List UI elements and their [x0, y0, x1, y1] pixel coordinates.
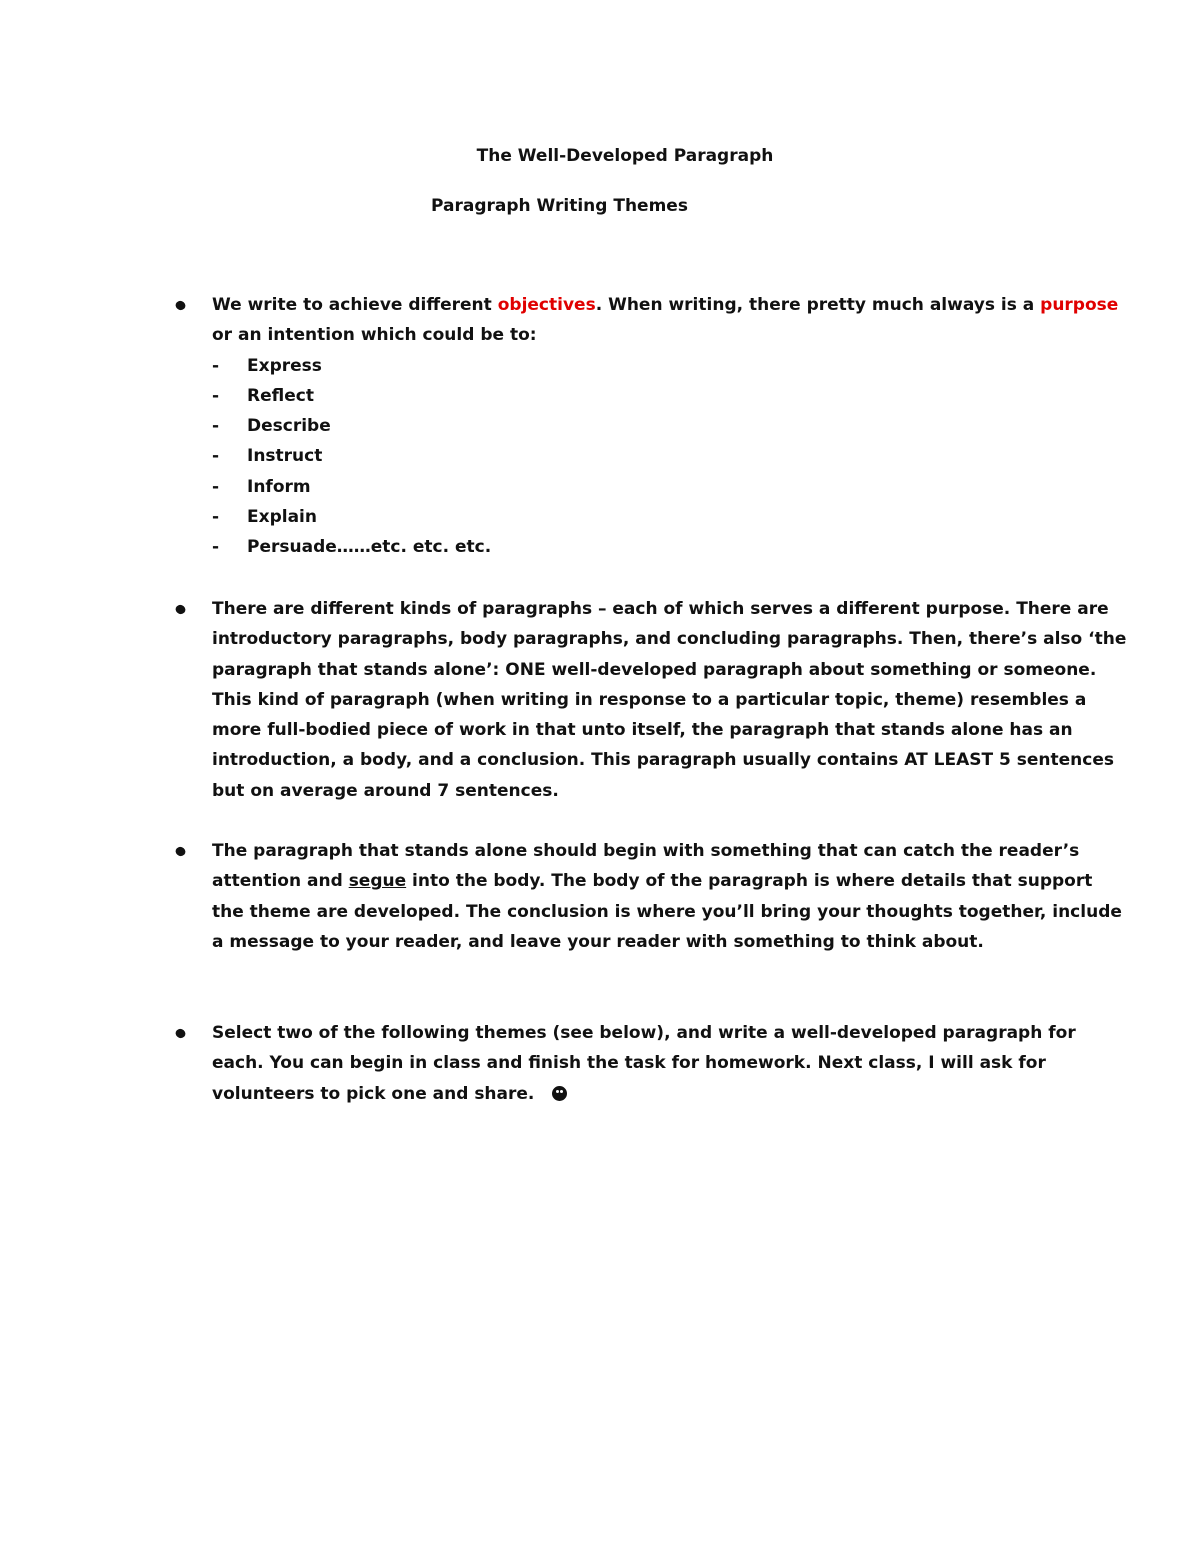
bullet-line	[212, 290, 1119, 320]
bullet-line: each. You can begin in class and finish the task for homework. Next class, I will ask for	[212, 1053, 1046, 1074]
bullet-text: We write to achieve different	[212, 295, 498, 315]
dash-marker: -	[212, 355, 220, 376]
underlined-word-segue: segue	[348, 871, 407, 892]
bullet-dot-icon	[174, 604, 186, 616]
list-item	[212, 381, 1082, 411]
document-subtitle: Paragraph Writing Themes	[431, 196, 688, 216]
bullet-paragraph-kinds	[212, 594, 1127, 806]
bullet-line: or an intention which could be to:	[212, 325, 537, 346]
list-item-label: Persuade……etc. etc. etc.	[247, 537, 492, 558]
bullet-line: a message to your reader, and leave your reader with something to think about.	[212, 931, 984, 952]
dash-marker: -	[212, 537, 220, 558]
list-item	[212, 351, 1082, 381]
list-item-label: Inform	[247, 476, 311, 497]
dash-marker: -	[212, 507, 220, 528]
list-item-label: Reflect	[247, 385, 314, 406]
bullet-line: There are different kinds of paragraphs – each of which serves a different purpose. There are	[212, 599, 1109, 619]
list-item	[212, 411, 1082, 441]
list-item-label: Describe	[247, 416, 331, 437]
bullet-line	[212, 866, 1093, 896]
bullet-line: Select two of the following themes (see below), and write a well-developed paragraph for	[212, 1023, 1076, 1043]
bullet-line: the theme are developed. The conclusion is where you’ll bring your thoughts together, include	[212, 901, 1122, 922]
bullet-dot-icon	[174, 1028, 186, 1040]
bullet-text: into the body. The body of the paragraph is where details that support	[406, 871, 1093, 892]
list-item	[212, 502, 1082, 532]
list-item	[212, 532, 1082, 562]
bullet-dot-icon	[174, 300, 186, 312]
bullet-paragraph-structure	[212, 836, 1122, 957]
bullet-objectives	[212, 290, 1119, 563]
bullet-line: introductory paragraphs, body paragraphs, and concluding paragraphs. Then, there’s also ‘the	[212, 629, 1127, 650]
bullet-line: but on average around 7 sentences.	[212, 780, 559, 801]
bullet-dot-icon	[174, 846, 186, 858]
bullet-line: more full-bodied piece of work in that unto itself, the paragraph that stands alone has an	[212, 720, 1073, 741]
bullet-text: volunteers to pick one and share.	[212, 1083, 535, 1104]
bullet-line: The paragraph that stands alone should begin with something that can catch the reader’s	[212, 841, 1080, 861]
dash-marker: -	[212, 446, 220, 467]
dash-marker: -	[212, 416, 220, 437]
list-item-label: Instruct	[247, 446, 323, 467]
list-item-label: Explain	[247, 507, 317, 528]
list-item	[212, 472, 1082, 502]
dash-marker: -	[212, 385, 220, 406]
highlight-purpose: purpose	[1040, 295, 1119, 315]
bullet-line: paragraph that stands alone’: ONE well-developed paragraph about something or someone.	[212, 659, 1097, 680]
purpose-list	[212, 351, 1082, 563]
bullet-line: This kind of paragraph (when writing in response to a particular topic, theme) resembles a	[212, 689, 1087, 710]
bullet-assignment	[212, 1018, 1082, 1109]
bullet-line: introduction, a body, and a conclusion. This paragraph usually contains AT LEAST 5 sentences	[212, 750, 1114, 771]
bullet-text: attention and	[212, 871, 349, 892]
list-item	[212, 441, 1082, 471]
document-title: The Well-Developed Paragraph	[476, 146, 774, 166]
bullet-line	[212, 1079, 1082, 1109]
bullet-text: . When writing, there pretty much always is a	[595, 295, 1041, 315]
highlight-objectives: objectives	[497, 295, 596, 315]
dash-marker: -	[212, 476, 220, 497]
list-item-label: Express	[247, 355, 322, 376]
smiley-face-icon	[552, 1086, 567, 1101]
